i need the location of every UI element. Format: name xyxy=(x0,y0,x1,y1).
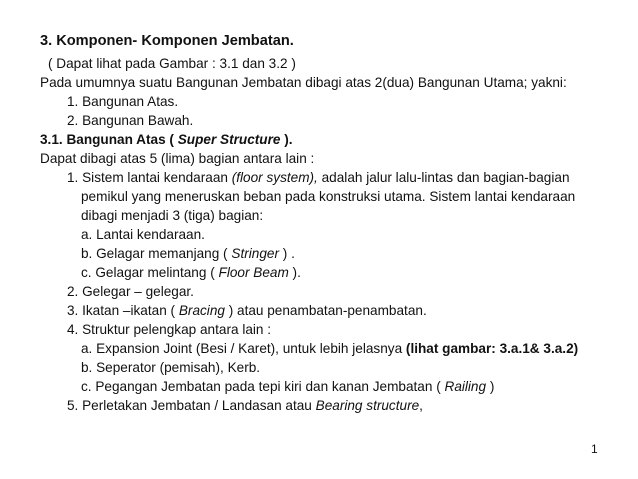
sub-item-4a xyxy=(81,342,578,356)
list-item-1-post: adalah jalur lalu-lintas dan bagian-bagian xyxy=(317,170,570,185)
list-item-5-post: , xyxy=(419,398,423,413)
list-item-2: 2. Gelegar – gelegar. xyxy=(67,284,194,299)
sub-item-4a-pre: a. Expansion Joint (Besi / Karet), untuk lebih jelasnya xyxy=(81,341,406,356)
list-item: 2. Bangunan Bawah. xyxy=(67,113,194,128)
sub-item-4c-italic: Railing xyxy=(444,379,487,394)
intro-paragraph: Pada umumnya suatu Bangunan Jembatan dibagi atas 2(dua) Bangunan Utama; yakni: xyxy=(40,75,567,90)
sub-item-c xyxy=(81,266,301,280)
list-item-1-italic: (floor system), xyxy=(231,170,318,185)
list-item-3-italic: Bracing xyxy=(178,303,225,318)
figure-reference: ( Dapat lihat pada Gambar : 3.1 dan 3.2 ) xyxy=(48,56,296,71)
section-intro: Dapat dibagi atas 5 (lima) bagian antara lain : xyxy=(40,151,315,166)
list-item-1-pre: 1. Sistem lantai kendaraan xyxy=(67,170,232,185)
list-item-5 xyxy=(67,399,423,413)
sub-item-c-italic: Floor Beam xyxy=(218,265,289,280)
section-heading xyxy=(40,133,293,147)
sub-item-b-italic: Stringer xyxy=(231,246,279,261)
sub-item-b-post: ) . xyxy=(278,246,295,261)
list-item-5-italic: Bearing structure xyxy=(315,398,420,413)
sub-item-4c-post: ) xyxy=(486,379,495,394)
section-heading-suffix: ). xyxy=(280,132,293,147)
section-heading-prefix: 3.1. Bangunan Atas ( xyxy=(40,132,178,147)
sub-item-b-pre: b. Gelagar memanjang ( xyxy=(81,246,232,261)
list-item-1-line2: pemikul yang meneruskan beban pada konstruksi utama. Sistem lantai kendaraan xyxy=(81,189,576,204)
list-item-4: 4. Struktur pelengkap antara lain : xyxy=(67,322,272,337)
sub-item-4a-bold: (lihat gambar: 3.a.1& 3.a.2) xyxy=(405,341,579,356)
list-item-3-pre: 3. Ikatan –ikatan ( xyxy=(67,303,179,318)
list-item-3 xyxy=(67,304,427,318)
list-item-1-line3: dibagi menjadi 3 (tiga) bagian: xyxy=(81,208,264,223)
page-title: 3. Komponen- Komponen Jembatan. xyxy=(40,33,294,49)
list-item: 1. Bangunan Atas. xyxy=(67,94,179,109)
list-item-5-pre: 5. Perletakan Jembatan / Landasan atau xyxy=(67,398,316,413)
sub-item-c-post: ). xyxy=(288,265,301,280)
section-heading-italic: Super Structure xyxy=(177,132,281,147)
sub-item-c-pre: c. Gelagar melintang ( xyxy=(81,265,219,280)
sub-item-4b: b. Seperator (pemisah), Kerb. xyxy=(81,360,261,375)
sub-item-4c-pre: c. Pegangan Jembatan pada tepi kiri dan kanan Jembatan ( xyxy=(81,379,445,394)
sub-item-4c xyxy=(81,380,494,394)
sub-item-b xyxy=(81,247,295,261)
sub-item-a: a. Lantai kendaraan. xyxy=(81,227,205,242)
list-item-3-post: ) atau penambatan-penambatan. xyxy=(224,303,427,318)
page-number: 1 xyxy=(591,442,598,456)
list-item-1 xyxy=(67,171,570,185)
